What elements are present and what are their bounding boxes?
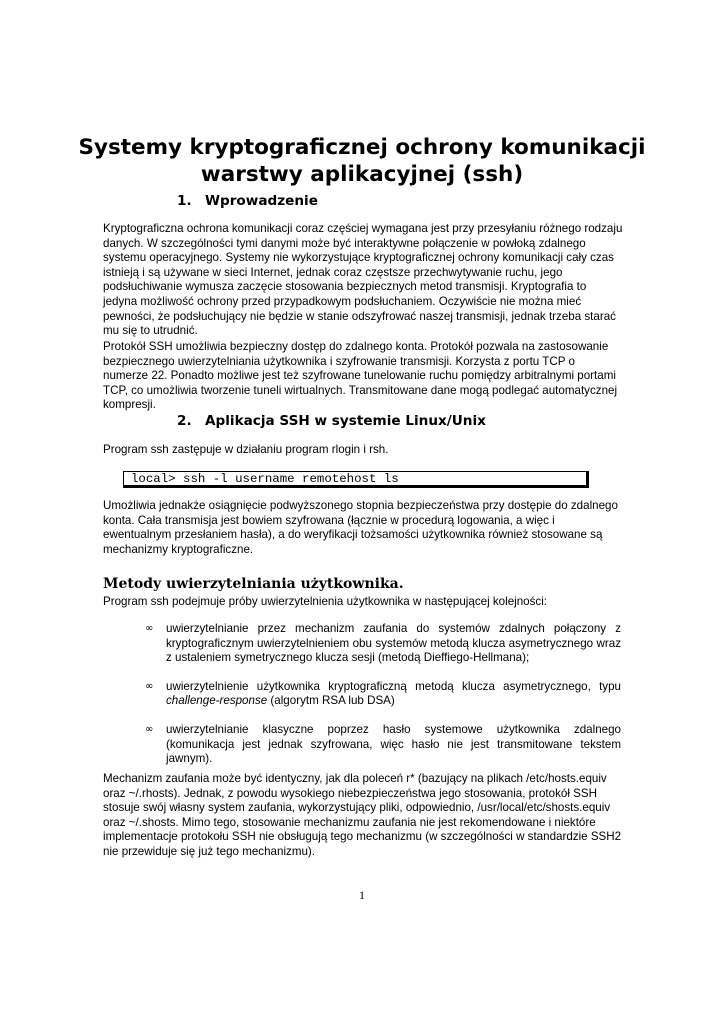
subsection-heading-auth-methods: Metody uwierzytelniania użytkownika. [103,576,404,592]
section-title: Aplikacja SSH w systemie Linux/Unix [205,413,486,429]
trust-mechanism-paragraph: Mechanizm zaufania może być identyczny, jak dla poleceń r* (bazujący na plikach /etc/hosts.equiv oraz ~/.rhosts). Jednak, z powodu wysokiego niebezpieczeństwa jego stosowania, protokół SSH stosuje swój własny system zaufania, wykorzystujący pliki, odpowiednio, /usr/local/etc/shosts.equiv oraz ~/.shosts. Mimo tego, stosowanie mechanizmu zaufania nie jest rekomendowane i niektóre implementacje protokołu SSH nie obsługują tego mechanizmu (w szczególności w standardzie SSH2 nie przewiduje się już tego mechanizmu). [103,772,622,858]
code-example: local> ssh -l username remotehost ls [123,471,589,488]
intro-paragraph-2: Protokół SSH umożliwia bezpieczny dostęp do zdalnego konta. Protokół pozwala na zastosowanie bezpiecznego uwierzytelniania użytkownika i szyfrowanie transmisji. Korzysta z portu TCP o numerze 22. Ponadto możliwe jest też szyfrowane tunelowanie ruchu pomiędzy arbitralnymi portami TCP, co umożliwia tworzenie tuneli wirtualnych. Transmitowane dane mogą podlegać automatycznej kompresji. [103,340,618,412]
list-item [145,680,621,709]
list-item-italic-term: challenge-response [166,694,268,708]
section-heading-ssh-linux [177,412,486,430]
page-number: 1 [359,888,365,902]
auth-methods-list [145,622,621,781]
list-item-text: (algorytm RSA lub DSA) [267,694,395,708]
ssh-intro-paragraph: Program ssh zastępuje w działaniu program rlogin i rsh. [103,443,389,456]
section-title: Wprowadzenie [205,193,318,209]
infinity-bullet-icon: ∞ [145,723,154,735]
list-item-text: uwierzytelnianie klasyczne poprzez hasło systemowe użytkownika zdalnego (komunikacja jest jednak szyfrowana, więc hasło nie jest transmitowane tekstem jawnym). [166,722,621,766]
list-item [145,723,621,767]
auth-order-paragraph: Program ssh podejmuje próby uwierzytelnienia użytkownika w następującej kolejności: [103,595,548,608]
infinity-bullet-icon: ∞ [145,623,154,634]
list-item-text: uwierzytelnienie użytkownika kryptograficzną metodą klucza asymetrycznego, typu [166,679,621,693]
section-heading-introduction [177,192,318,210]
ssh-security-paragraph: Umożliwia jednakże osiągnięcie podwyższonego stopnia bezpieczeństwa przy dostępie do zdalnego konta. Cała transmisja jest bowiem szyfrowana (łącznie w procedurą logowania, a więc i ewentualnym przesłaniem hasła), a do weryfikacji tożsamości użytkownika również stosowane są mechanizmy kryptograficzne. [103,499,618,556]
section-number: 2. [177,413,192,429]
infinity-bullet-icon: ∞ [145,680,154,692]
intro-paragraph-1: Kryptograficzna ochrona komunikacji coraz częściej wymagana jest przy przesyłaniu różnego rodzaju danych. W szczególności tymi danymi może być interaktywne połączenie w powłoką zdalnego systemu operacyjnego. Systemy nie wykorzystujące kryptograficznej ochrony komunikacji cały czas istnieją i są używane w sieci Internet, jednak coraz częstsze przechwytywanie ruchu, jego podsłuchiwanie wymusza zaczęcie stosowania bezpiecznych metod transmisji. Kryptografia to jedyna możliwość ochrony przed przypadkowym podsłuchaniem. Oczywiście nie można mieć pewności, że podsłuchujący nie będzie w stanie odszyfrować naszej transmisji, jednak trzeba starać mu się to utrudnić. [103,222,623,338]
list-item-text: uwierzytelnianie przez mechanizm zaufania do systemów zdalnych połączony z kryptograficznym uwierzytelnieniem obu systemów metodą klucza asymetrycznego wraz z ustaleniem symetrycznego klucza sesji (metodą Dieffiego-Hellmana); [166,622,621,665]
list-item [145,622,621,666]
document-title: Systemy kryptograficznej ochrony komunikacji warstwy aplikacyjnej (ssh) [78,135,646,187]
section-number: 1. [177,193,192,209]
